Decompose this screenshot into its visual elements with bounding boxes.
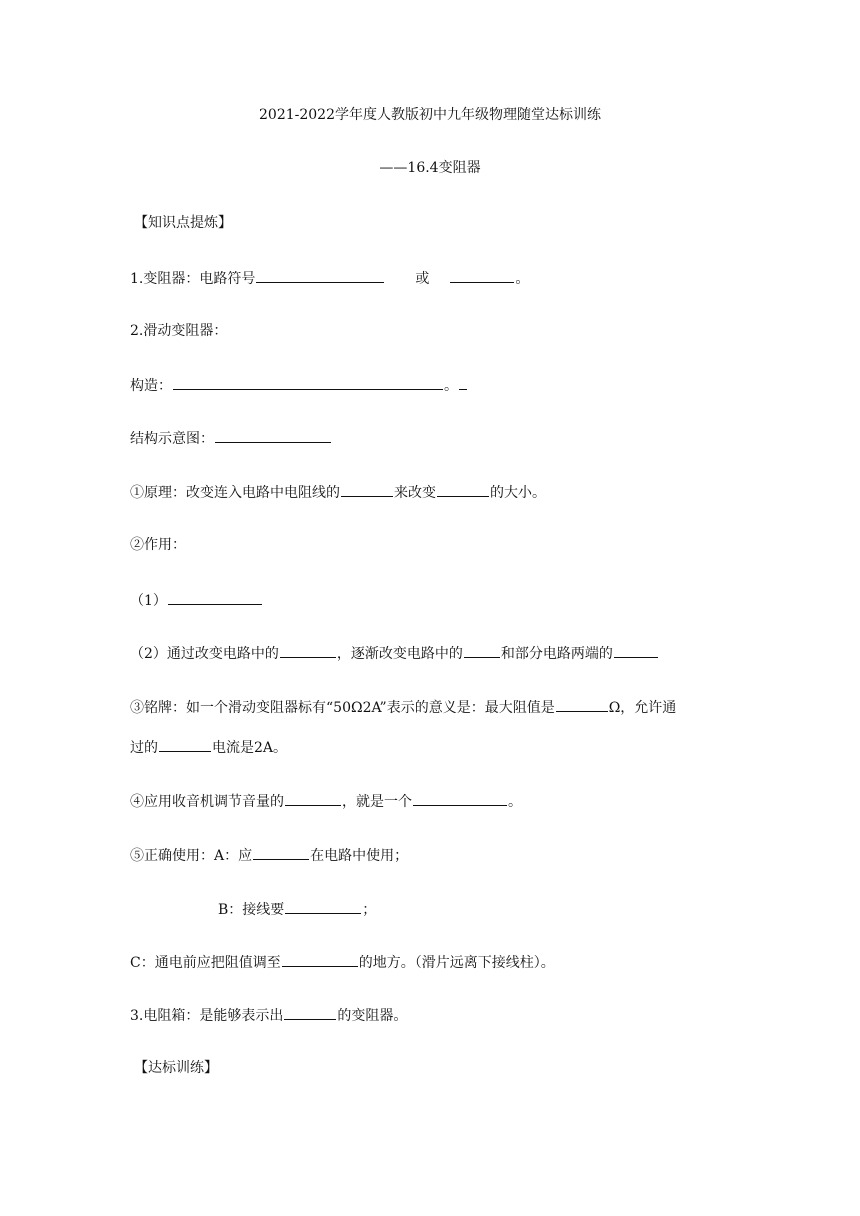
- line-function-2: [130, 643, 659, 663]
- text: ⑤正确使用：A：应: [130, 848, 253, 864]
- text: ；: [362, 902, 377, 918]
- text: B：接线要: [218, 902, 285, 918]
- text: 在电路中使用；: [310, 848, 409, 864]
- text: 或: [415, 271, 430, 287]
- text: （2）通过改变电路中的: [130, 646, 279, 662]
- fill-blank: [437, 482, 489, 497]
- document-subtitle: ——16.4变阻器: [379, 160, 481, 176]
- line-correct-use-b: [218, 899, 376, 919]
- line-function-1: [130, 590, 263, 610]
- text: 1.变阻器：电路符号: [130, 271, 256, 287]
- fill-blank: [282, 952, 358, 967]
- line-rheostat-symbol: [130, 268, 529, 288]
- text: （1）: [130, 593, 167, 609]
- text: 电流是2A。: [212, 740, 288, 756]
- fill-blank: [614, 643, 658, 658]
- text: 来改变: [394, 485, 436, 501]
- fill-blank: [285, 899, 361, 914]
- line-correct-use-a: [130, 845, 408, 865]
- text: 3.电阻箱：是能够表示出: [130, 1008, 284, 1024]
- line-correct-use-c: [130, 952, 555, 972]
- line-sliding-rheostat: 2.滑动变阻器：: [130, 323, 228, 339]
- fill-blank: [168, 590, 262, 605]
- fill-blank: [413, 791, 507, 806]
- fill-blank: [285, 791, 341, 806]
- line-structure-diagram: [130, 428, 332, 448]
- text: C：通电前应把阻值调至: [130, 955, 281, 971]
- section-heading-knowledge: 【知识点提炼】: [134, 215, 232, 231]
- line-nameplate: [130, 697, 676, 717]
- text: 。: [508, 794, 522, 810]
- fill-blank: [159, 737, 211, 752]
- text: ①原理：改变连入电路中电阻线的: [130, 485, 340, 501]
- text: Ω，允许通: [608, 700, 677, 716]
- line-principle: [130, 482, 546, 502]
- line-resistance-box: [130, 1005, 407, 1025]
- fill-blank: [284, 1005, 336, 1020]
- fill-blank: [253, 845, 309, 860]
- text: 。: [515, 271, 530, 287]
- line-construction: [130, 375, 468, 395]
- text: 。: [444, 378, 458, 394]
- text: 的地方。（滑片远离下接线柱）。: [358, 955, 555, 971]
- line-application: [130, 791, 522, 811]
- fill-blank: [341, 482, 393, 497]
- line-nameplate-cont: [130, 737, 287, 757]
- fill-blank: [464, 643, 500, 658]
- text: ，逐渐改变电路中的: [336, 646, 463, 662]
- text: 构造：: [130, 378, 172, 394]
- text: 的大小。: [490, 485, 546, 501]
- text: ④应用收音机调节音量的: [130, 794, 284, 810]
- fill-blank: [556, 697, 608, 712]
- fill-blank: [450, 268, 514, 283]
- text: 过的: [130, 740, 158, 756]
- fill-blank: [459, 375, 467, 390]
- fill-blank: [256, 268, 384, 283]
- document-title: 2021-2022学年度人教版初中九年级物理随堂达标训练: [259, 107, 601, 123]
- text: ③铭牌：如一个滑动变阻器标有“50Ω2A”表示的意义是：最大阻值是: [130, 700, 555, 716]
- line-function: ②作用：: [130, 537, 186, 553]
- fill-blank: [280, 643, 336, 658]
- text: 结构示意图：: [130, 431, 214, 447]
- text: 的变阻器。: [337, 1008, 408, 1024]
- fill-blank: [173, 375, 443, 390]
- text: ，就是一个: [342, 794, 412, 810]
- fill-blank: [215, 428, 331, 443]
- text: 和部分电路两端的: [500, 646, 613, 662]
- section-heading-practice: 【达标训练】: [134, 1060, 218, 1076]
